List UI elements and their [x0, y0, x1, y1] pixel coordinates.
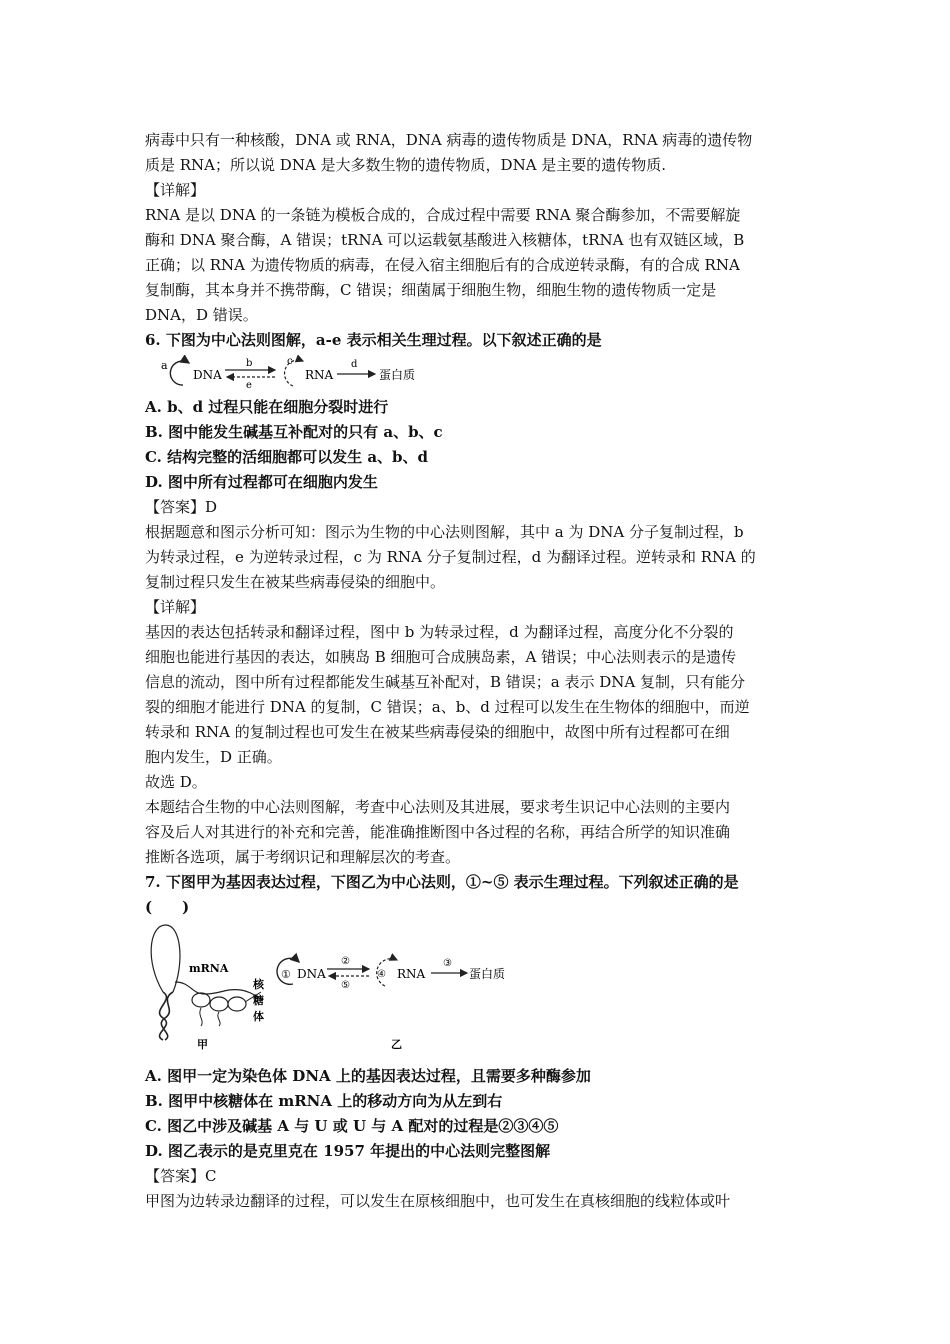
- text-line: 基因的表达包括转录和翻译过程，图中 b 为转录过程，d 为翻译过程，高度分化不分裂的: [145, 623, 734, 641]
- arrow-a-loop: [170, 361, 189, 385]
- gene-expression-diagram: [145, 922, 525, 1054]
- label-ribosome-3: 体: [253, 1010, 264, 1023]
- label-4: ④: [377, 969, 386, 980]
- option-b: B. 图中能发生碱基互补配对的只有 a、b、c: [145, 423, 443, 441]
- answer-label: 【答案】C: [145, 1167, 217, 1185]
- option-a: A. 图甲一定为染色体 DNA 上的基因表达过程，且需要多种酶参加: [145, 1067, 591, 1085]
- label-5: ⑤: [341, 980, 350, 991]
- label-e: e: [246, 380, 252, 391]
- central-dogma-diagram: [155, 355, 455, 391]
- label-ribosome-2: 糖: [253, 994, 264, 1007]
- text-line: DNA，D 错误。: [145, 306, 258, 324]
- text-line: 病毒中只有一种核酸，DNA 或 RNA，DNA 病毒的遗传物质是 DNA，RNA 病毒的遗传物: [145, 131, 753, 149]
- text-line: 复制过程只发生在被某些病毒侵染的细胞中。: [145, 573, 446, 591]
- option-a: A. b、d 过程只能在细胞分裂时进行: [145, 398, 389, 416]
- question-6-stem: 6. 下图为中心法则图解，a-e 表示相关生理过程。以下叙述正确的是: [145, 331, 602, 349]
- text-line: 根据题意和图示分析可知：图示为生物的中心法则图解，其中 a 为 DNA 分子复制过程，b: [145, 523, 744, 541]
- dna-strand-1: [160, 992, 167, 1040]
- option-d: D. 图乙表示的是克里克在 1957 年提出的中心法则完整图解: [145, 1142, 551, 1160]
- label-dna: DNA: [193, 368, 222, 382]
- option-d: D. 图中所有过程都可在细胞内发生: [145, 473, 378, 491]
- label-c: c: [287, 356, 293, 367]
- question-7-bracket: ( ): [145, 898, 190, 916]
- text-line: 容及后人对其进行的补充和完善，能准确推断图中各过程的名称，再结合所学的知识准确: [145, 823, 731, 841]
- text-line: 为转录过程，e 为逆转录过程，c 为 RNA 分子复制过程，d 为翻译过程。逆转录和 RNA 的: [145, 548, 756, 566]
- text-line: RNA 是以 DNA 的一条链为模板合成的，合成过程中需要 RNA 聚合酶参加，不需要解旋: [145, 206, 741, 224]
- text-line: 甲图为边转录边翻译的过程，可以发生在原核细胞中，也可发生在真核细胞的线粒体或叶: [145, 1192, 731, 1210]
- label-d: d: [351, 359, 358, 370]
- label-protein: 蛋白质: [469, 967, 506, 981]
- document-page: [145, 128, 807, 1214]
- label-1: ①: [281, 968, 291, 981]
- label-rna: RNA: [397, 967, 426, 981]
- text-line: 推断各选项，属于考纲识记和理解层次的考查。: [145, 848, 461, 866]
- label-mrna: mRNA: [189, 962, 229, 975]
- text-line: 正确；以 RNA 为遗传物质的病毒，在侵入宿主细胞后有的合成逆转录酶，有的合成 RNA: [145, 256, 740, 274]
- text-line: 信息的流动，图中所有过程都能发生碱基互补配对，B 错误；a 表示 DNA 复制，只有能分: [145, 673, 746, 691]
- text-line: 胞内发生，D 正确。: [145, 748, 282, 766]
- label-protein: 蛋白质: [379, 368, 416, 382]
- option-c: C. 图乙中涉及碱基 A 与 U 或 U 与 A 配对的过程是②③④⑤: [145, 1117, 559, 1135]
- label-b: b: [246, 358, 253, 369]
- text-line: 裂的细胞才能进行 DNA 的复制，C 错误；a、b、d 过程可以发生在生物体的细胞中，而逆: [145, 698, 750, 716]
- dna-strand-2: [161, 992, 173, 1040]
- text-line: 复制酶，其本身并不携带酶，C 错误；细菌属于细胞生物，细胞生物的遗传物质一定是: [145, 281, 717, 299]
- peptide-chain: [218, 1012, 220, 1026]
- gene-expression-figure-q7: [145, 922, 807, 1054]
- label-a: a: [161, 359, 168, 372]
- option-c: C. 结构完整的活细胞都可以发生 a、b、d: [145, 448, 429, 466]
- text-line: 细胞也能进行基因的表达，如胰岛 B 细胞可合成胰岛素，A 错误；中心法则表示的是遗传: [145, 648, 737, 666]
- label-panel-yi: 乙: [391, 1038, 402, 1051]
- label-panel-jia: 甲: [197, 1038, 208, 1051]
- label-2: ②: [341, 956, 350, 967]
- text-line: 质是 RNA；所以说 DNA 是大多数生物的遗传物质，DNA 是主要的遗传物质.: [145, 156, 667, 174]
- answer-label: 【答案】D: [145, 498, 218, 516]
- ribosome: [228, 997, 246, 1011]
- ribosome: [192, 993, 210, 1007]
- text-line: 本题结合生物的中心法则图解，考查中心法则及其进展，要求考生识记中心法则的主要内: [145, 798, 731, 816]
- text-line: 转录和 RNA 的复制过程也可发生在被某些病毒侵染的细胞中，故图中所有过程都可在细: [145, 723, 730, 741]
- question-7-stem: 7. 下图甲为基因表达过程，下图乙为中心法则，①~⑤ 表示生理过程。下列叙述正确的是: [145, 873, 739, 891]
- label-rna: RNA: [305, 368, 334, 382]
- peptide-chain: [200, 1008, 202, 1026]
- section-heading-detail: 【详解】: [145, 598, 206, 616]
- ribosome: [210, 997, 228, 1011]
- option-b: B. 图甲中核糖体在 mRNA 上的移动方向为从左到右: [145, 1092, 503, 1110]
- text-line: 酶和 DNA 聚合酶，A 错误；tRNA 可以运载氨基酸进入核糖体，tRNA 也有双链区域，B: [145, 231, 745, 249]
- section-heading-detail: 【详解】: [145, 181, 206, 199]
- label-dna: DNA: [297, 967, 326, 981]
- central-dogma-figure-q6: [155, 355, 807, 391]
- text-line: 故选 D。: [145, 773, 207, 791]
- label-3: ③: [443, 958, 452, 969]
- label-ribosome-1: 核: [253, 978, 264, 991]
